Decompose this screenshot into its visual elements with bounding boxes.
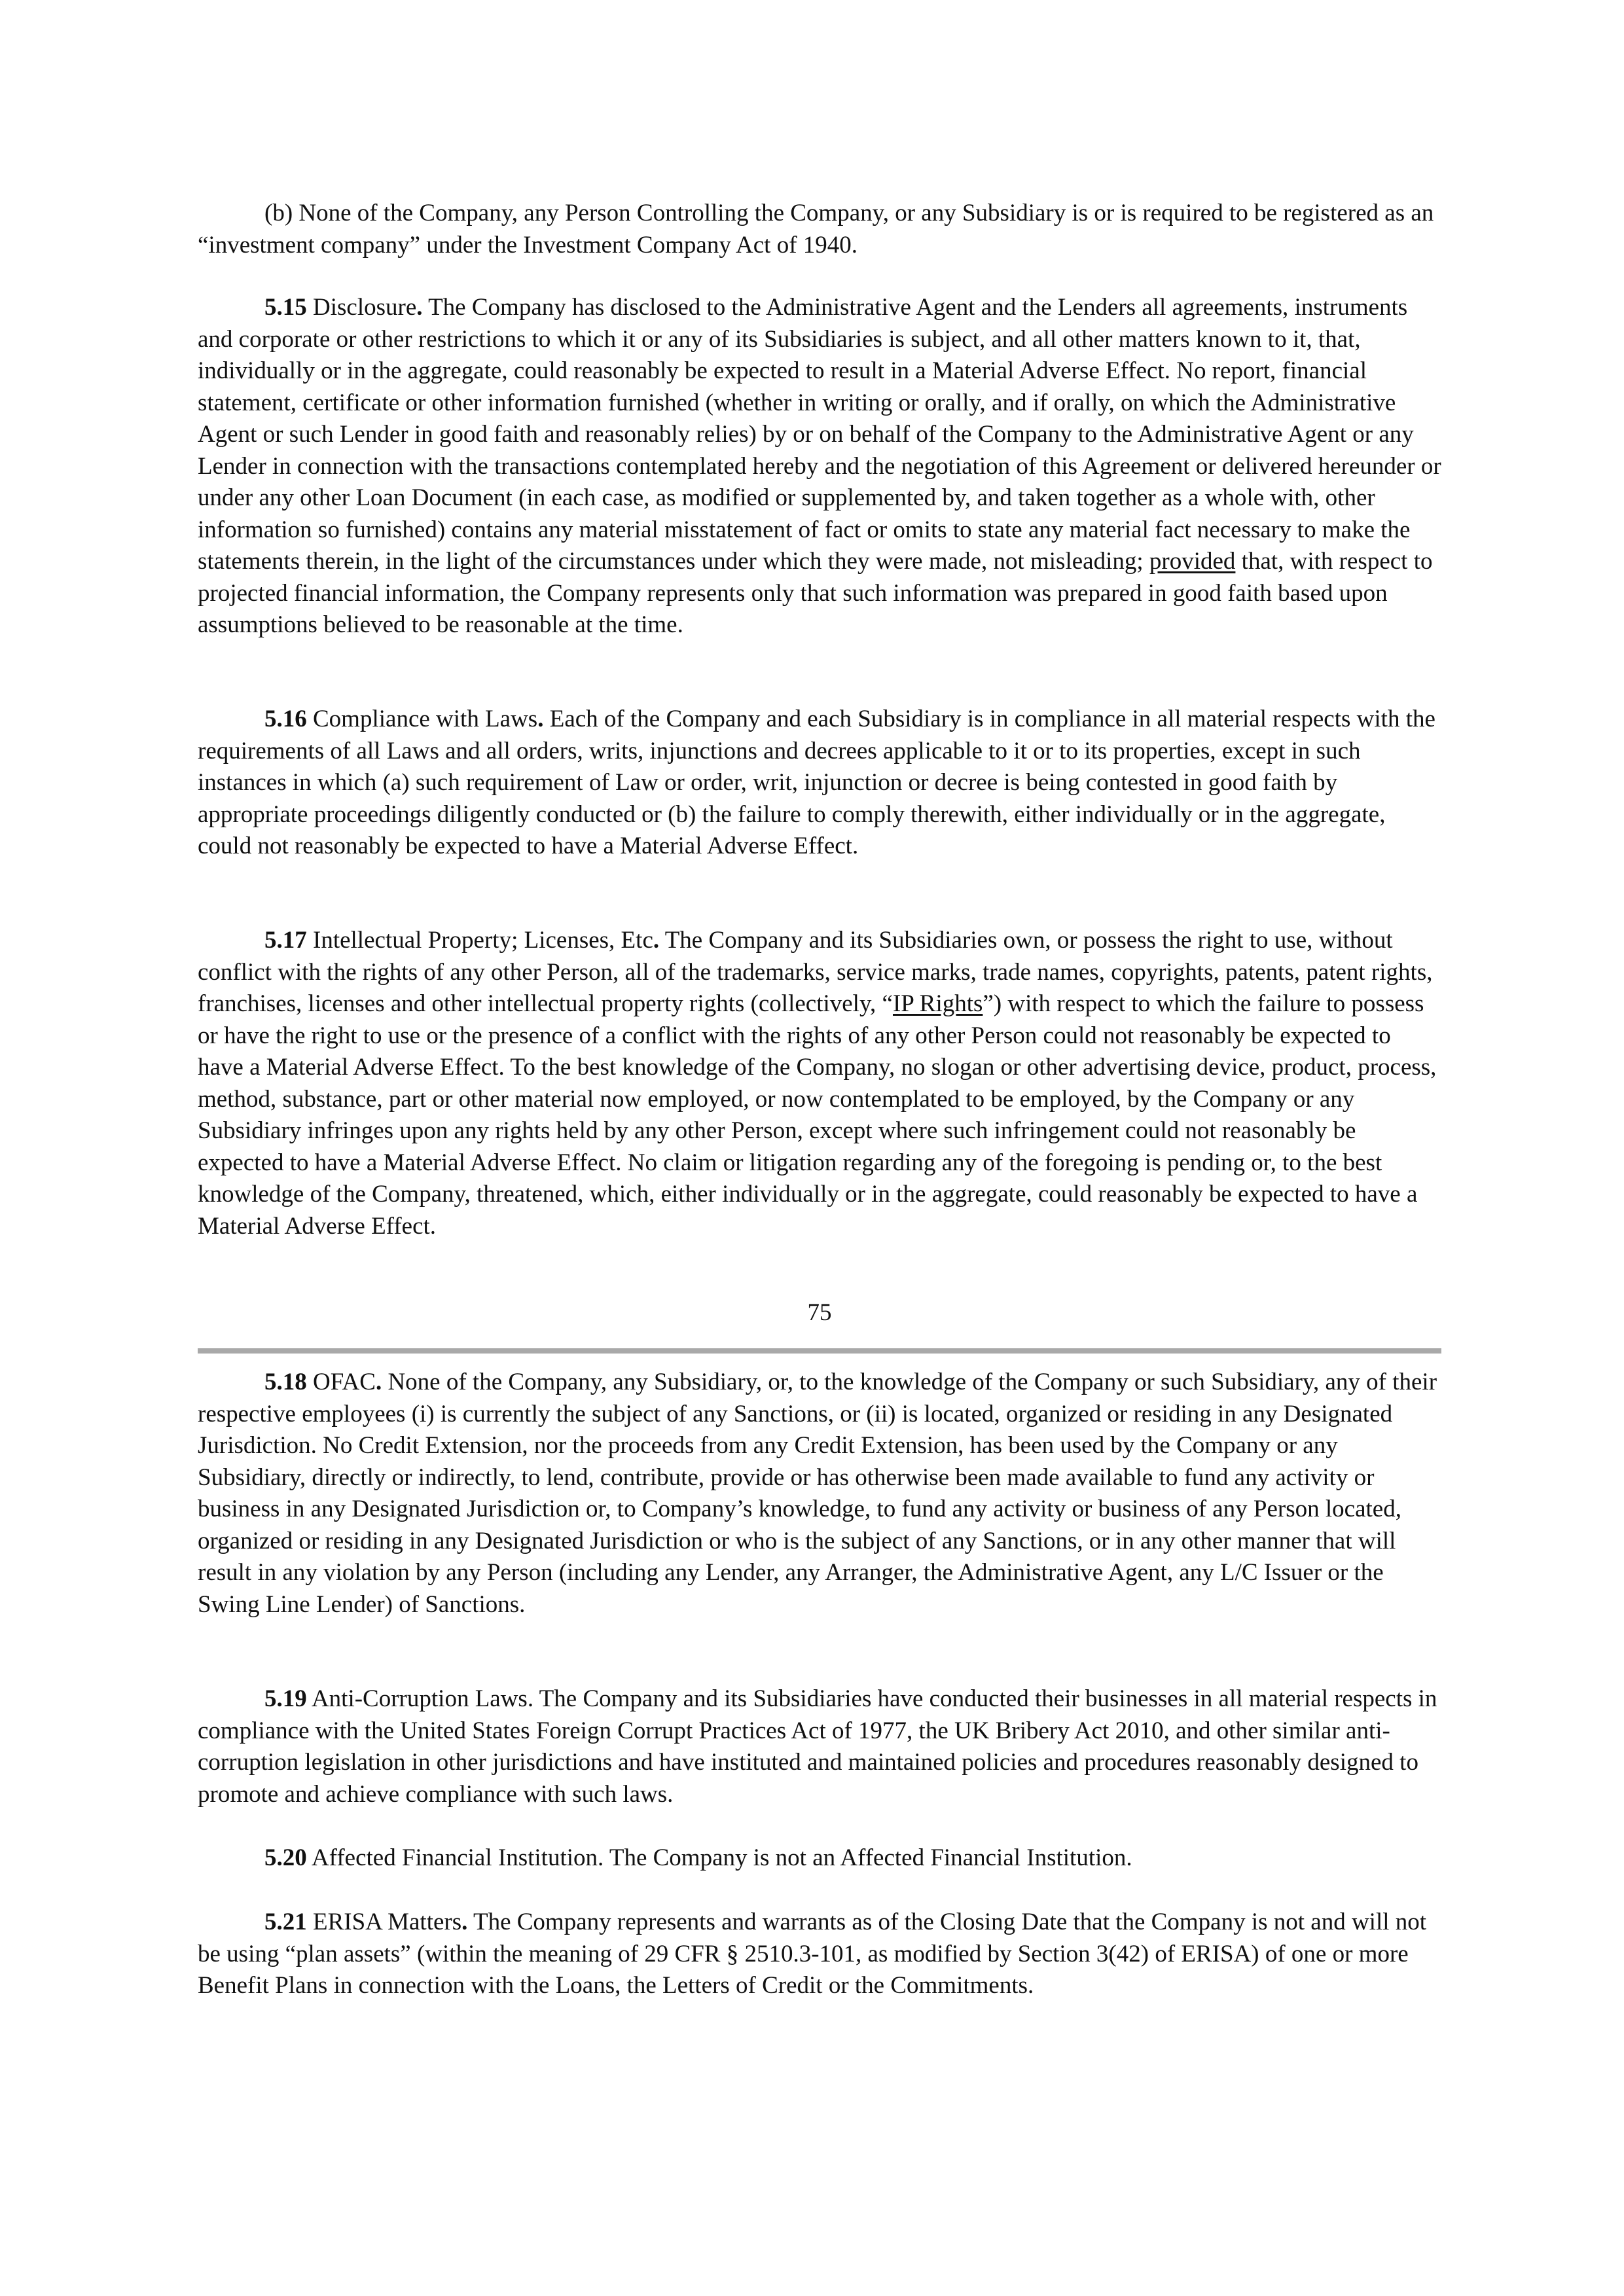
section-number: 5.16 bbox=[264, 706, 307, 732]
paragraph-5-14-b bbox=[198, 198, 1441, 261]
section-title: Disclosure bbox=[306, 294, 417, 321]
section-text: Each of the Company and each Subsidiary is in compliance in all material respects with the requirements of all Laws and all orders, writs, injunctions and decrees applicable to it or to its properties, except in such instances in which (a) such requirement of Law or order, writ, injunction or decree is being contested in good faith by appropriate proceedings diligently conducted or (b) the failure to comply therewith, either individually or in the aggregate, could not reasonably be expected to have a Material Adverse Effect. bbox=[198, 706, 1435, 859]
section-text: The Company represents and warrants as of the Closing Date that the Company is not and will not be using “plan assets” (within the meaning of 29 CFR § 2510.3-101, as modified by Section 3(42) of ERISA) of one or more Benefit Plans in connection with the Loans, the Letters of Credit or the Commitments. bbox=[198, 1909, 1427, 1999]
section-5-19 bbox=[198, 1683, 1441, 1810]
section-title: Intellectual Property; Licenses, Etc bbox=[306, 927, 653, 954]
section-title-period: . bbox=[653, 927, 660, 954]
section-number: 5.15 bbox=[264, 294, 307, 321]
section-5-17 bbox=[198, 925, 1441, 1242]
section-5-20 bbox=[198, 1842, 1441, 1874]
section-text: The Company is not an Affected Financial Institution. bbox=[604, 1844, 1132, 1871]
section-number: 5.20 bbox=[264, 1844, 307, 1871]
paragraph-text: (b) None of the Company, any Person Controlling the Company, or any Subsidiary is or is required to be registered as an “investment company” under the Investment Company Act of 1940. bbox=[198, 200, 1434, 259]
page-number: 75 bbox=[807, 1299, 832, 1326]
defined-term-ip-rights: IP Rights bbox=[892, 990, 983, 1017]
section-number: 5.18 bbox=[264, 1369, 307, 1395]
section-title-period: . bbox=[461, 1909, 468, 1935]
section-5-16 bbox=[198, 704, 1441, 863]
section-title: OFAC bbox=[306, 1369, 376, 1395]
defined-term-provided: provided bbox=[1149, 548, 1236, 575]
section-text-continued: ”) with respect to which the failure to possess or have the right to use or the presence of a conflict with the rights of any other Person could not reasonably be expected to have a Material Adverse Effect. To the best knowledge of the Company, no slogan or other advertising device, product, process, method, substance, part or other material now employed, or now contemplated to be employed, by the Company or any Subsidiary infringes upon any rights held by any other Person, except where such infringement could not reasonably be expected to have a Material Adverse Effect. No claim or litigation regarding any of the foregoing is pending or, to the best knowledge of the Company, threatened, which, either individually or in the aggregate, could reasonably be expected to have a Material Adverse Effect. bbox=[198, 990, 1437, 1240]
section-title-period: . bbox=[527, 1685, 534, 1712]
section-text: The Company and its Subsidiaries own, or possess the right to use, without conflict with the rights of any other Person, all of the trademarks, service marks, trade names, copyrights, patents, patent rights, franchises, licenses and other intellectual property rights (collectively, “ bbox=[198, 927, 1433, 1017]
section-title-period: . bbox=[598, 1844, 604, 1871]
section-text: None of the Company, any Subsidiary, or, to the knowledge of the Company or such Subsidiary, any of their respective employees (i) is currently the subject of any Sanctions, or (ii) is located, organized or residing in any Designated Jurisdiction. No Credit Extension, nor the proceeds from any Credit Extension, has been used by the Company or any Subsidiary, directly or indirectly, to lend, contribute, provide or has otherwise been made available to fund any activity or business in any Designated Jurisdiction or, to Company’s knowledge, to fund any activity or business of any Person located, organized or residing in any Designated Jurisdiction or who is the subject of any Sanctions, or in any other manner that will result in any violation by any Person (including any Lender, any Arranger, the Administrative Agent, any L/C Issuer or the Swing Line Lender) of Sanctions. bbox=[198, 1369, 1437, 1618]
section-title: Compliance with Laws bbox=[306, 706, 538, 732]
section-title: Affected Financial Institution bbox=[306, 1844, 598, 1871]
section-title-period: . bbox=[375, 1369, 382, 1395]
section-text: The Company has disclosed to the Administrative Agent and the Lenders all agreements, instruments and corporate or other restrictions to which it or any of its Subsidiaries is subject, and all other matters known to it, that, individually or in the aggregate, could reasonably be expected to result in a Material Adverse Effect. No report, financial statement, certificate or other information furnished (whether in writing or orally, and if orally, on which the Administrative Agent or such Lender in good faith and reasonably relies) by or on behalf of the Company to the Administrative Agent or any Lender in connection with the transactions contemplated hereby and the negotiation of this Agreement or delivered hereunder or under any other Loan Document (in each case, as modified or supplemented by, and taken together as a whole with, other information so furnished) contains any material misstatement of fact or omits to state any material fact necessary to make the statements therein, in the light of the circumstances under which they were made, not misleading; bbox=[198, 294, 1441, 575]
section-title: ERISA Matters bbox=[306, 1909, 462, 1935]
page-break-divider bbox=[198, 1348, 1441, 1354]
section-title-period: . bbox=[416, 294, 423, 321]
section-number: 5.19 bbox=[264, 1685, 307, 1712]
section-text-continued: that, with respect to projected financial information, the Company represents only that such information was prepared in good faith based upon assumptions believed to be reasonable at the time. bbox=[198, 548, 1433, 638]
section-5-21 bbox=[198, 1907, 1441, 2002]
section-5-18 bbox=[198, 1367, 1441, 1621]
section-number: 5.17 bbox=[264, 927, 307, 954]
section-5-15 bbox=[198, 292, 1441, 641]
section-text: The Company and its Subsidiaries have conducted their businesses in all material respects in compliance with the United States Foreign Corrupt Practices Act of 1977, the UK Bribery Act 2010, and other similar anti-corruption legislation in other jurisdictions and have instituted and maintained policies and procedures reasonably designed to promote and achieve compliance with such laws. bbox=[198, 1685, 1437, 1808]
section-title-period: . bbox=[537, 706, 544, 732]
section-title: Anti-Corruption Laws bbox=[306, 1685, 528, 1712]
section-number: 5.21 bbox=[264, 1909, 307, 1935]
